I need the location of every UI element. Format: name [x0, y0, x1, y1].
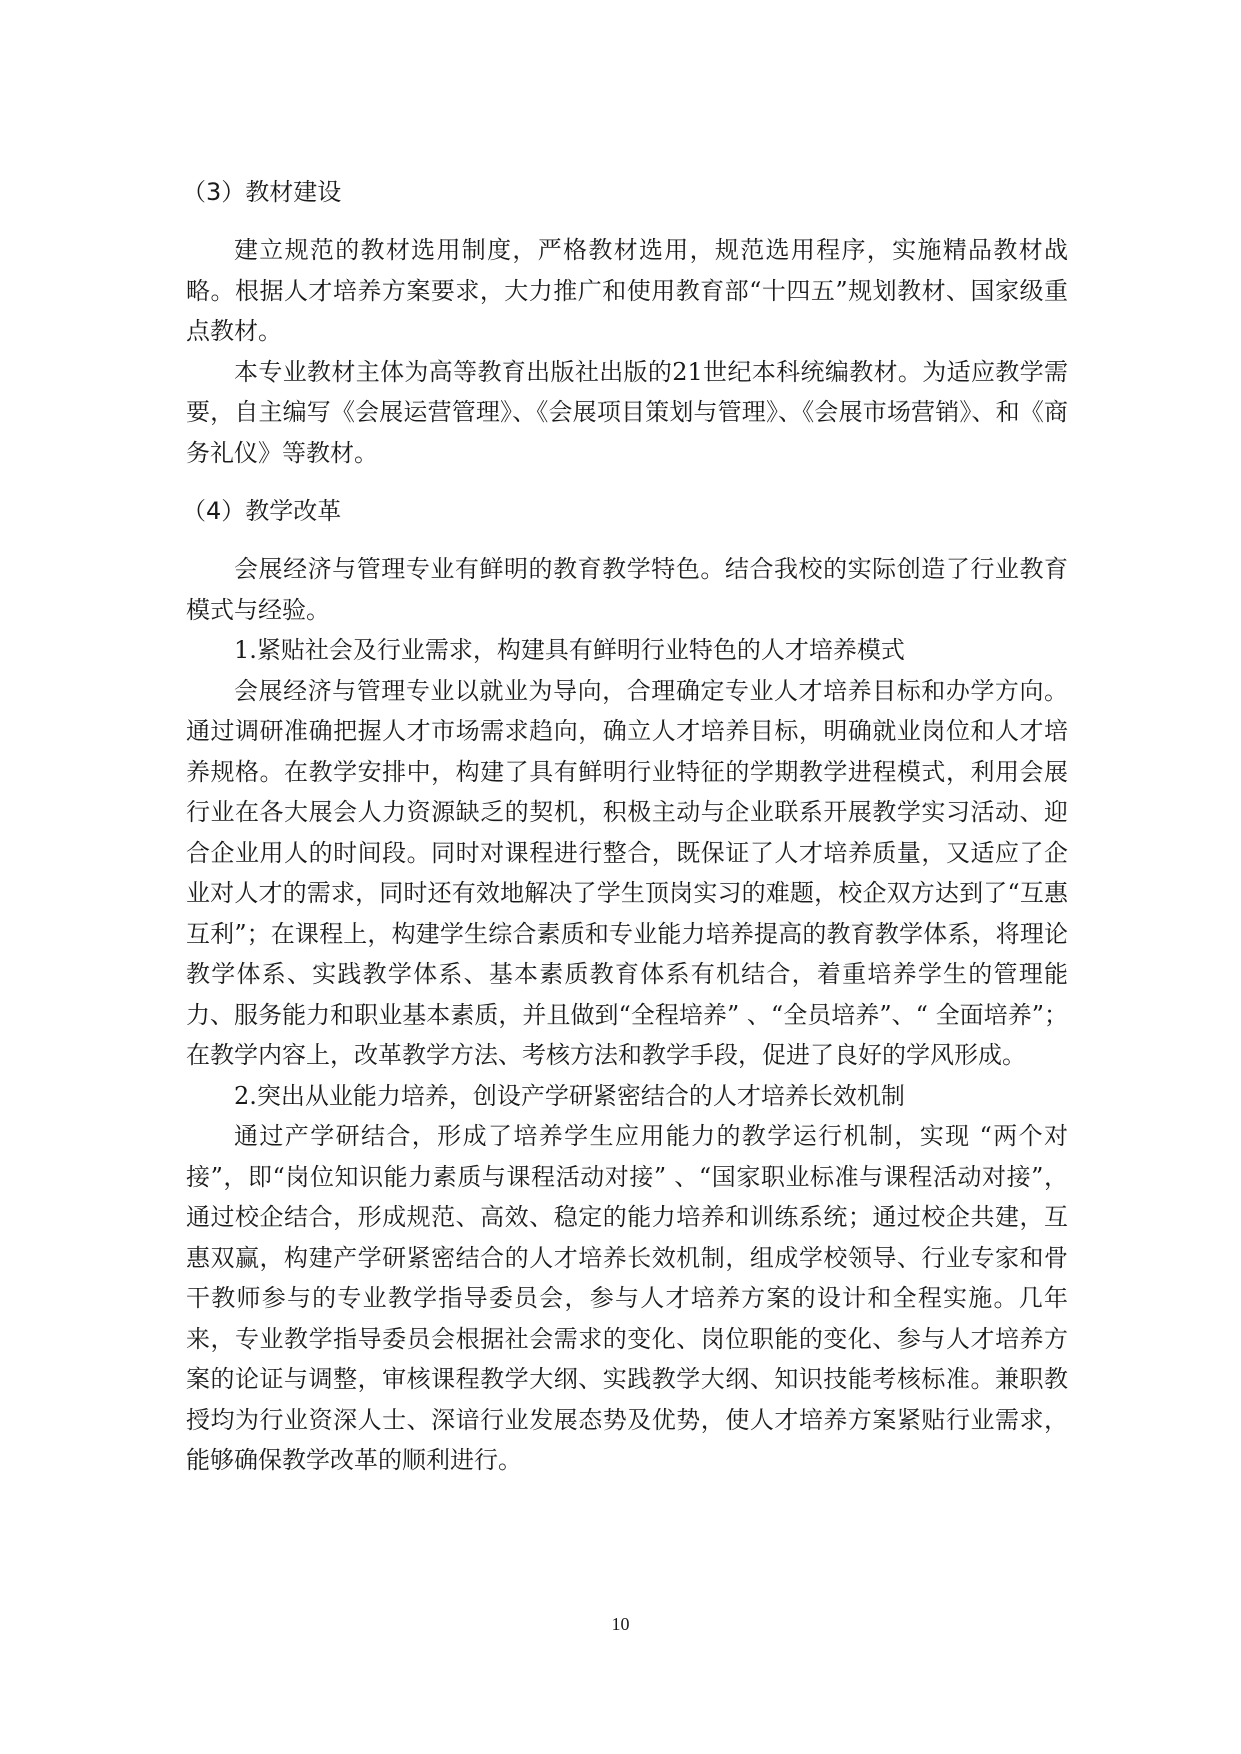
subheading-item-2: 2.突出从业能力培养，创设产学研紧密结合的人才培养长效机制: [234, 1081, 905, 1110]
subheading-item-1: 1.紧贴社会及行业需求，构建具有鲜明行业特色的人才培养模式: [234, 636, 905, 664]
section-heading-teaching-reform: （4）教学改革: [182, 497, 342, 525]
paragraph: 会展经济与管理专业以就业为导向，合理确定专业人才培养目标和办学方向。通过调研准确把握人才市场需求趋向，确立人才培养目标，明确就业岗位和人才培养规格。在教学安排中，构建了具有鲜明行业特征的学期教学进程模式，利用会展行业在各大展会人力资源缺乏的契机，积极主动与企业联系开展教学实习活动、迎合企业用人的时间段。同时对课程进行整合，既保证了人才培养质量，又适应了企业对人才的需求，同时还有效地解决了学生顶岗实习的难题，校企双方达到了“互惠互利”；在课程上，构建学生综合素质和专业能力培养提高的教育教学体系，将理论教学体系、实践教学体系、基本素质教育体系有机结合，着重培养学生的管理能力、服务能力和职业基本素质，并且做到“全程培养” 、“全员培养”、“ 全面培养”；在教学内容上，改革教学方法、考核方法和教学手段，促进了良好的学风形成。: [186, 676, 1068, 1069]
paragraph: 建立规范的教材选用制度，严格教材选用，规范选用程序，实施精品教材战略。根据人才培养方案要求，大力推广和使用教育部“十四五”规划教材、国家级重点教材。: [186, 236, 1068, 345]
paragraph: 通过产学研结合，形成了培养学生应用能力的教学运行机制，实现 “两个对接”，即“岗位知识能力素质与课程活动对接” 、“国家职业标准与课程活动对接”，通过校企结合，形成规范、高效、稳定的能力培养和训练系统；通过校企共建，互惠双赢，构建产学研紧密结合的人才培养长效机制，组成学校领导、行业专家和骨干教师参与的专业教学指导委员会，参与人才培养方案的设计和全程实施。几年来，专业教学指导委员会根据社会需求的变化、岗位职能的变化、参与人才培养方案的论证与调整，审核课程教学大纲、实践教学大纲、知识技能考核标准。兼职教授均为行业资深人士、深谙行业发展态势及优势，使人才培养方案紧贴行业需求，能够确保教学改革的顺利进行。: [186, 1122, 1068, 1474]
paragraph: 本专业教材主体为高等教育出版社出版的21世纪本科统编教材。为适应教学需要，自主编写《会展运营管理》、《会展项目策划与管理》、《会展市场营销》、和《商务礼仪》等教材。: [186, 357, 1068, 467]
page-content: [182, 174, 1068, 1481]
paragraph: 会展经济与管理专业有鲜明的教育教学特色。结合我校的实际创造了行业教育模式与经验。: [186, 555, 1068, 624]
section-heading-textbook-construction: （3）教材建设: [182, 178, 342, 206]
page-number: 10: [611, 1614, 630, 1634]
section-gap: [186, 473, 1068, 493]
